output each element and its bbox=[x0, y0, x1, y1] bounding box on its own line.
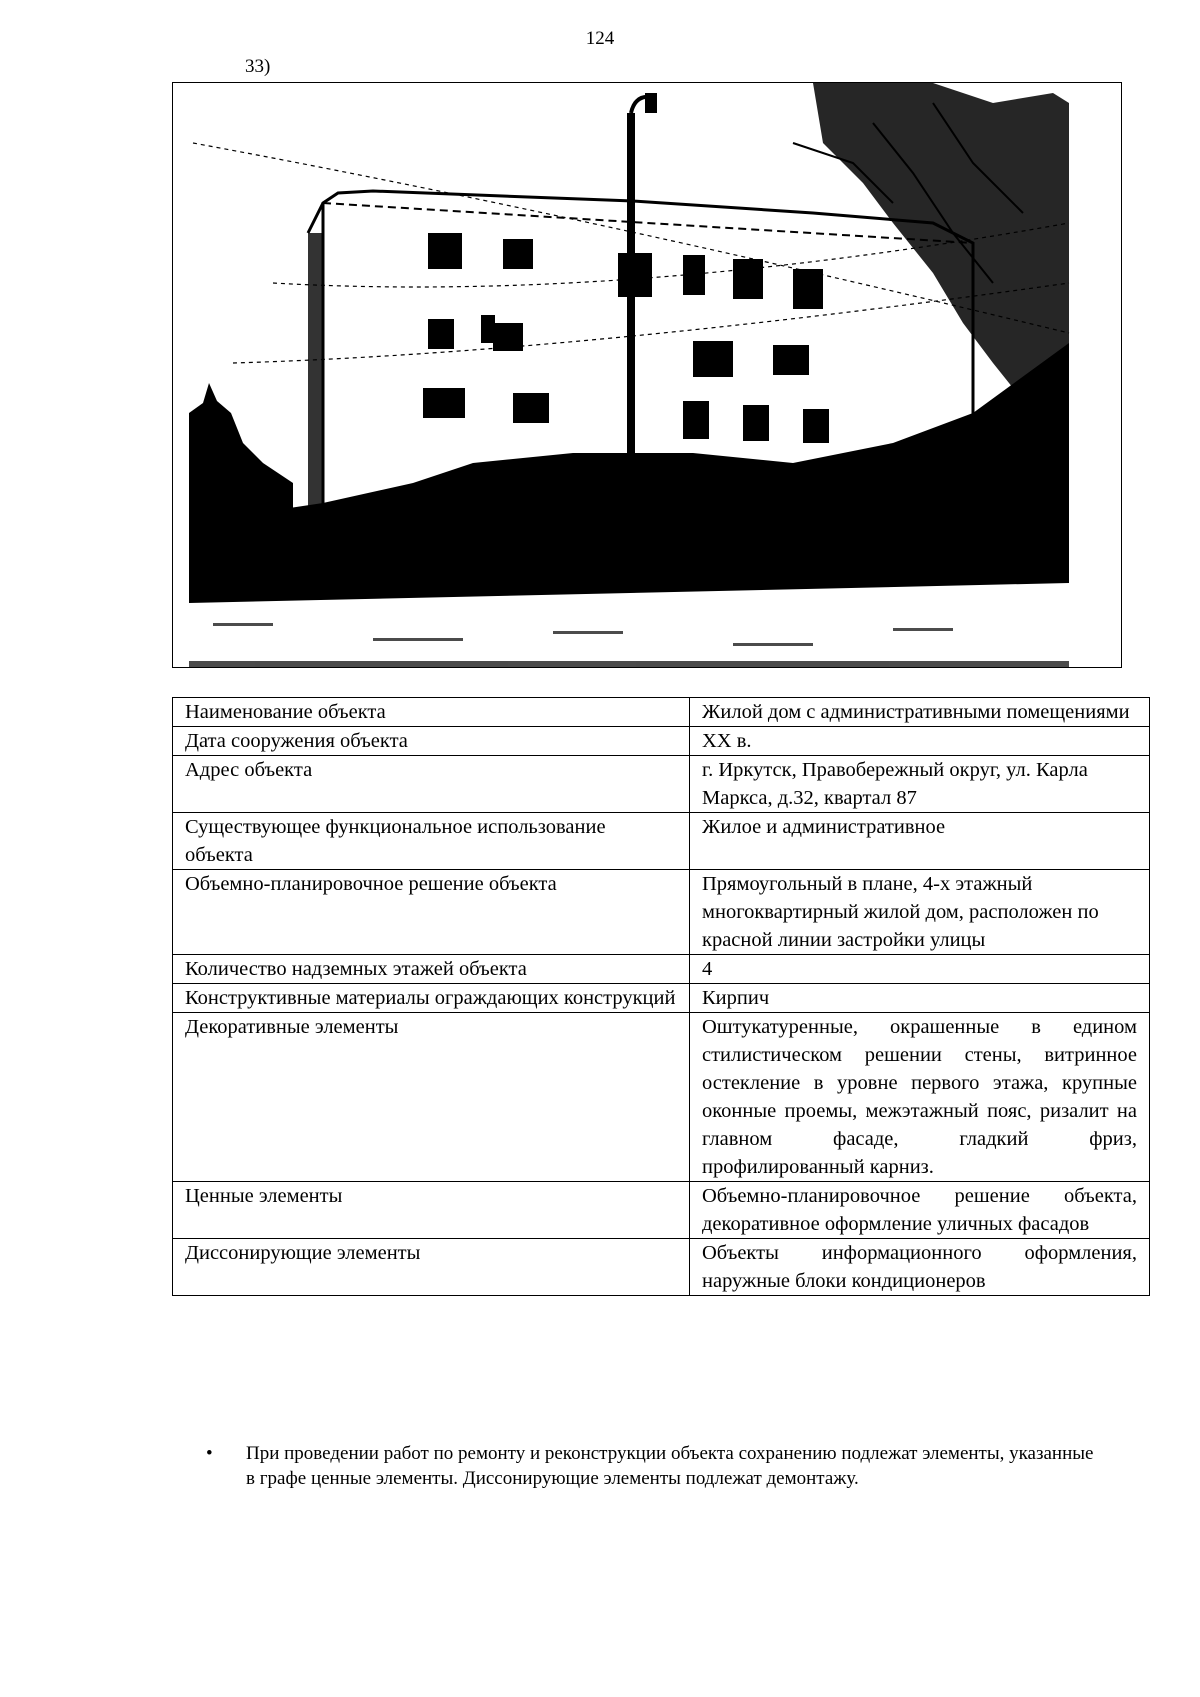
table-row bbox=[173, 870, 1150, 955]
table-row bbox=[173, 955, 1150, 984]
row-label: Дата сооружения объекта bbox=[173, 727, 690, 756]
row-value: Объекты информационного оформления, наружные блоки кондиционеров bbox=[690, 1239, 1150, 1296]
row-value: Жилой дом с административными помещениями bbox=[690, 698, 1150, 727]
row-label: Объемно-планировочное решение объекта bbox=[173, 870, 690, 955]
table-row bbox=[173, 727, 1150, 756]
row-value: Жилое и административное bbox=[690, 813, 1150, 870]
table-row bbox=[173, 984, 1150, 1013]
table-row bbox=[173, 698, 1150, 727]
table-row bbox=[173, 1239, 1150, 1296]
row-value: Объемно-планировочное решение объекта, декоративное оформление уличных фасадов bbox=[690, 1182, 1150, 1239]
page-number: 124 bbox=[585, 28, 615, 49]
row-label: Диссонирующие элементы bbox=[173, 1239, 690, 1296]
bullet-icon: • bbox=[206, 1443, 213, 1464]
table-row bbox=[173, 813, 1150, 870]
item-number: 33) bbox=[245, 56, 271, 77]
row-label: Ценные элементы bbox=[173, 1182, 690, 1239]
row-value: 4 bbox=[690, 955, 1150, 984]
row-label: Существующее функциональное использование объекта bbox=[173, 813, 690, 870]
object-info-table bbox=[172, 697, 1150, 1296]
building-photo-icon bbox=[173, 83, 1121, 667]
row-value: г. Иркутск, Правобережный округ, ул. Карла Маркса, д.32, квартал 87 bbox=[690, 756, 1150, 813]
row-label: Количество надземных этажей объекта bbox=[173, 955, 690, 984]
row-value: Кирпич bbox=[690, 984, 1150, 1013]
table-row bbox=[173, 1182, 1150, 1239]
row-label: Декоративные элементы bbox=[173, 1013, 690, 1182]
row-value: Прямоугольный в плане, 4-х этажный многоквартирный жилой дом, расположен по красной линии застройки улицы bbox=[690, 870, 1150, 955]
row-label: Адрес объекта bbox=[173, 756, 690, 813]
building-photo bbox=[172, 82, 1122, 668]
preservation-note bbox=[206, 1441, 1106, 1491]
note-text: При проведении работ по ремонту и реконструкции объекта сохранению подлежат элементы, указанные в графе ценные элементы. Диссонирующие элементы подлежат демонтажу. bbox=[246, 1443, 1094, 1489]
table-row bbox=[173, 1013, 1150, 1182]
row-label: Конструктивные материалы ограждающих конструкций bbox=[173, 984, 690, 1013]
table-row bbox=[173, 756, 1150, 813]
row-value: XX в. bbox=[690, 727, 1150, 756]
row-label: Наименование объекта bbox=[173, 698, 690, 727]
row-value: Оштукатуренные, окрашенные в едином стилистическом решении стены, витринное остекление в уровне первого этажа, крупные оконные проемы, межэтажный пояс, ризалит на главном фасаде, гладкий фриз, профилированный карниз. bbox=[690, 1013, 1150, 1182]
